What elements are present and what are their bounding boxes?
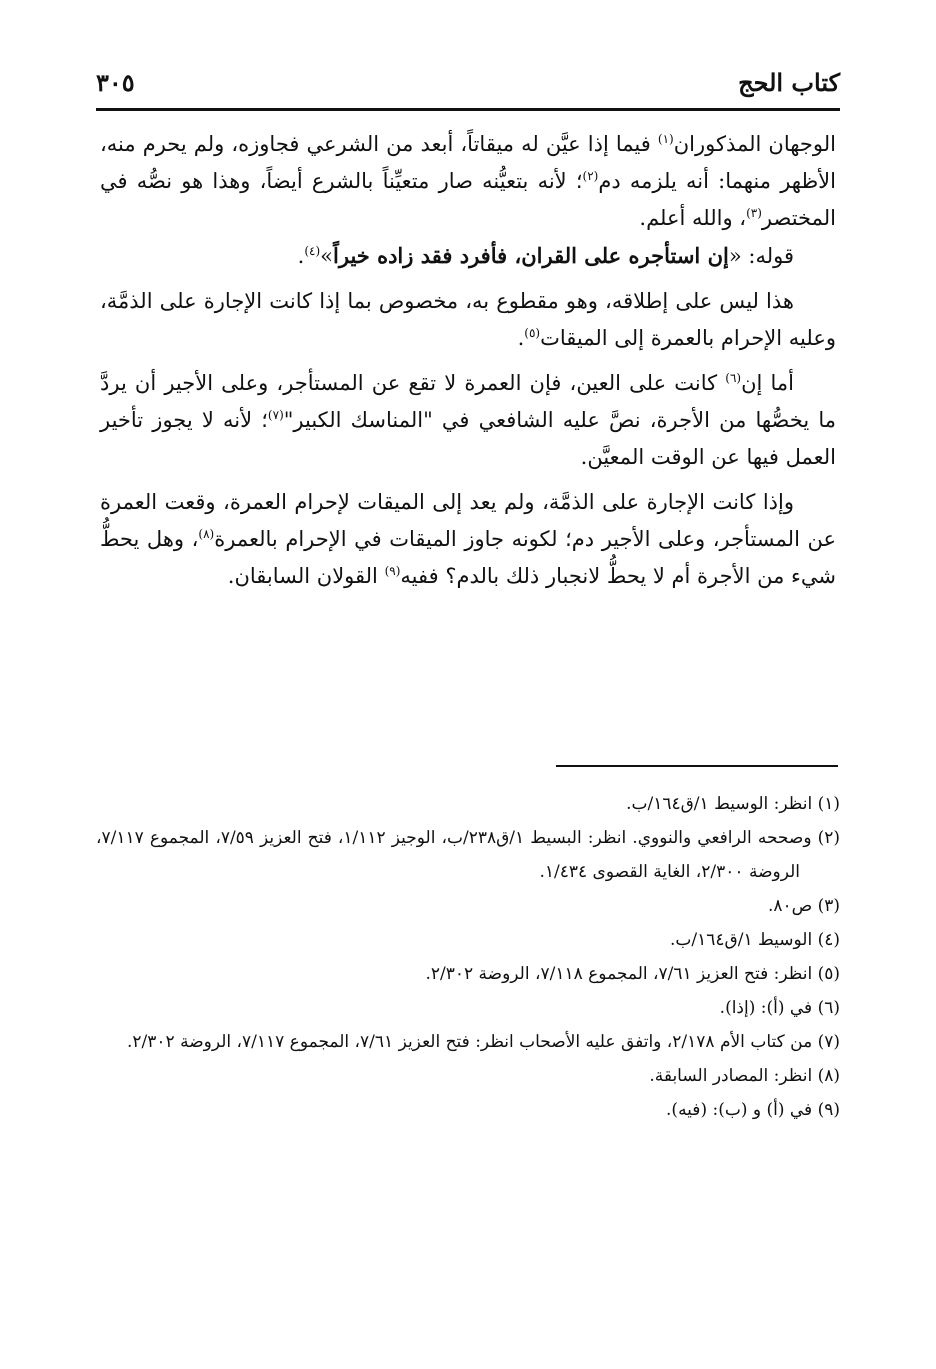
paragraph-1: [100, 126, 836, 237]
running-header: [96, 64, 840, 104]
quoted-text: إن استأجره على القران، فأفرد فقد زاده خيراً: [333, 243, 729, 268]
footnote-2: (٢) وصححه الرافعي والنووي. انظر: البسيط ١/ق٢٣٨/ب، الوجيز ١/١١٢، فتح العزيز ٧/٥٩، المجموع ٧/١١٧، الروضة ٢/٣٠٠، الغاية القصوى ١/٤٣٤.: [96, 828, 840, 882]
text-run: ؛ لأنه بتعيُّنه صار متعيِّناً بالشرع أيضاً، وهذا هو نصُّه في المختصر: [100, 169, 836, 230]
text-run: كانت على العين، فإن العمرة لا تقع عن المستأجر، وعلى الأجير أن يردَّ ما يخصُّها من الأجرة، نصَّ عليه الشافعي في "المناسك الكبير": [100, 371, 836, 432]
page-number: ٣٠٥: [96, 68, 135, 97]
text-run: .: [517, 326, 525, 350]
footnote-9: (٩) في (أ) و (ب): (فيه).: [666, 1100, 840, 1120]
text-run: »: [320, 244, 334, 268]
text-run: القولان السابقان.: [227, 564, 385, 588]
text-run: .: [297, 244, 305, 268]
paragraph-5: [100, 484, 836, 595]
footnote-ref: (٥): [524, 326, 541, 340]
footnote-4: (٤) الوسيط ١/ق١٦٤/ب.: [669, 930, 840, 950]
text-run: هذا ليس على إطلاقه، وهو مقطوع به، مخصوص بما إذا كانت الإجارة على الذمَّة، وعليه الإحرام بالعمرة إلى الميقات: [100, 289, 836, 350]
footnote-ref: (٢): [582, 169, 599, 183]
footnote-ref: (٣): [746, 206, 762, 220]
text-run: قوله: «: [728, 244, 794, 268]
footnote-ref: (٤): [304, 244, 321, 258]
paragraph-2: [100, 237, 836, 275]
chapter-title: كتاب الحج: [738, 68, 840, 97]
footnote-7: (٧) من كتاب الأم ٢/١٧٨، واتفق عليه الأصحاب انظر: فتح العزيز ٧/٦١، المجموع ٧/١١٧، الروضة ٢/٣٠٢.: [127, 1032, 840, 1052]
footnote-1: (١) انظر: الوسيط ١/ق١٦٤/ب.: [626, 794, 840, 814]
footnote-3: (٣) ص٨٠.: [767, 896, 840, 916]
footnote-ref: (٧): [267, 408, 284, 422]
text-run: ، وهل يحطُّ شيء من الأجرة أم لا يحطُّ لانجبار ذلك بالدم؟ ففيه: [100, 527, 836, 588]
text-run: أما إن: [741, 371, 794, 395]
text-run: الوجهان المذكوران: [673, 132, 836, 156]
text-run: فيما إذا عيَّن له ميقاتاً، أبعد من الشرعي فجاوزه، ولم يحرم منه، الأظهر منهما: أنه يلزمه دم: [100, 132, 836, 193]
main-text: [100, 126, 836, 595]
footnote-8: (٨) انظر: المصادر السابقة.: [649, 1066, 840, 1086]
footnote-ref: (٦): [725, 371, 742, 385]
header-rule: [96, 108, 840, 111]
paragraph-4: [100, 365, 836, 476]
text-run: ؛ لأنه لا يجوز تأخير العمل فيها عن الوقت المعيَّن.: [100, 408, 836, 469]
text-run: ، والله أعلم.: [639, 206, 747, 230]
footnote-6: (٦) في (أ): (إذا).: [719, 998, 840, 1018]
paragraph-3: [100, 283, 836, 357]
text-run: وإذا كانت الإجارة على الذمَّة، ولم يعد إلى الميقات لإحرام العمرة، وقعت العمرة عن المستأجر، وعلى الأجير دم؛ لكونه جاوز الميقات في الإحرام بالعمرة: [100, 490, 836, 551]
footnote-separator: [556, 765, 838, 767]
footnote-5: (٥) انظر: فتح العزيز ٧/٦١، المجموع ٧/١١٨، الروضة ٢/٣٠٢.: [425, 964, 840, 984]
footnote-ref: (٩): [384, 564, 401, 578]
footnotes: [96, 787, 840, 1127]
footnote-ref: (٨): [198, 527, 215, 541]
footnote-ref: (١): [657, 132, 674, 146]
